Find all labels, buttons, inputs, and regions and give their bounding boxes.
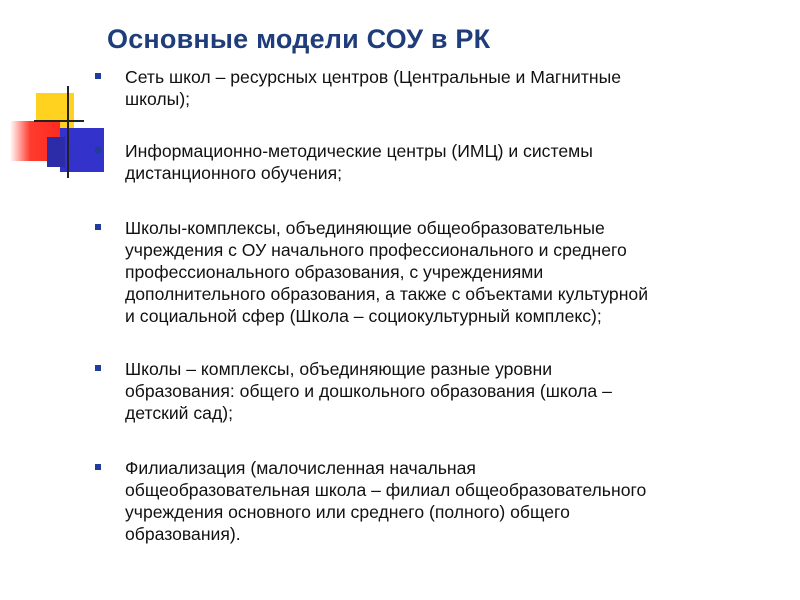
list-item-text: Школы-комплексы, объединяющие общеобразовательные учреждения с ОУ начального профессионального и среднего профессионального образования, с учреждениями дополнительного образования, а также с объектами культурной и социальной сфер (Школа – социокультурный комплекс); — [125, 218, 649, 326]
square-bullet-icon — [95, 464, 101, 470]
list-item-text: Филиализация (малочисленная начальная общеобразовательная школа – филиал общеобразовательного учреждения основного или среднего (полного) общего образования). — [125, 458, 647, 544]
list-item-text: Школы – комплексы, объединяющие разные уровни образования: общего и дошкольного образования (школа – детский сад); — [125, 359, 612, 423]
vertical-line — [67, 86, 69, 178]
list-item — [95, 217, 795, 327]
horizontal-line — [34, 120, 84, 122]
list-item — [95, 358, 795, 424]
square-bullet-icon — [95, 73, 101, 79]
dark-blue-square — [47, 137, 65, 167]
list-item — [95, 457, 795, 545]
list-item — [95, 140, 795, 184]
list-item — [95, 66, 795, 110]
bullet-list — [95, 66, 795, 545]
list-item-text: Сеть школ – ресурсных центров (Центральные и Магнитные школы); — [125, 67, 622, 109]
square-bullet-icon — [95, 147, 101, 153]
square-bullet-icon — [95, 365, 101, 371]
slide-title: Основные модели СОУ в РК — [107, 24, 491, 54]
list-item-text: Информационно-методические центры (ИМЦ) и системы дистанционного обучения; — [125, 141, 593, 183]
square-bullet-icon — [95, 224, 101, 230]
